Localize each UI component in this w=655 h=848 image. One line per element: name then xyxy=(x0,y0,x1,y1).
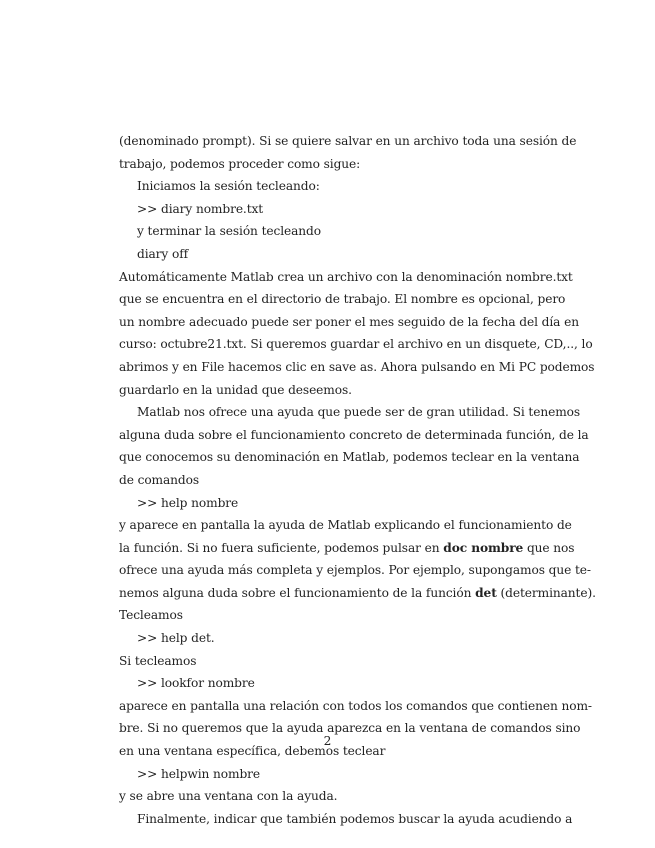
text-line: guardarlo en la unidad que deseemos. xyxy=(119,382,352,397)
text-line: un nombre adecuado puede ser poner el mes seguido de la fecha del día en xyxy=(119,314,579,329)
text-line: y aparece en pantalla la ayuda de Matlab explicando el funcionamiento de xyxy=(119,518,572,533)
text-line: que se encuentra en el directorio de trabajo. El nombre es opcional, pero xyxy=(119,292,566,307)
text-line: alguna duda sobre el funcionamiento concreto de determinada función, de la xyxy=(119,427,589,442)
text-line: abrimos y en File hacemos clic en save as. Ahora pulsando en Mi PC podemos xyxy=(119,359,595,374)
code-line: diary off xyxy=(137,246,189,261)
code-line: >> help det. xyxy=(137,631,215,646)
text-span: (determinante). xyxy=(500,585,596,600)
text-line: curso: octubre21.txt. Si queremos guardar el archivo en un disquete, CD,.., lo xyxy=(119,337,593,352)
code-line: >> lookfor nombre xyxy=(137,676,255,691)
text-line: y terminar la sesión tecleando xyxy=(137,224,321,239)
text-line xyxy=(119,537,575,560)
text-line: Tecleamos xyxy=(119,608,183,623)
bold-term: det xyxy=(475,585,497,600)
text-line: y se abre una ventana con la ayuda. xyxy=(119,789,338,804)
text-line: Finalmente, indicar que también podemos buscar la ayuda acudiendo a xyxy=(137,811,573,826)
text-line: en una ventana específica, debemos teclear xyxy=(119,744,386,759)
text-span: la función. Si no fuera suficiente, podemos pulsar en xyxy=(119,540,440,555)
text-line: Automáticamente Matlab crea un archivo con la denominación nombre.txt xyxy=(119,269,573,284)
text-line: de comandos xyxy=(119,472,200,487)
text-line: bre. Si no queremos que la ayuda aparezca en la ventana de comandos sino xyxy=(119,721,581,736)
text-line: aparece en pantalla una relación con todos los comandos que contienen nom- xyxy=(119,698,592,713)
text-line: Iniciamos la sesión tecleando: xyxy=(137,179,320,194)
bold-term: doc nombre xyxy=(443,540,524,555)
text-span: que nos xyxy=(526,540,575,555)
code-line: >> help nombre xyxy=(137,495,239,510)
text-span: nemos alguna duda sobre el funcionamiento de la función xyxy=(119,585,472,600)
document-body xyxy=(119,130,596,830)
code-line: >> helpwin nombre xyxy=(137,766,260,781)
text-line: ofrece una ayuda más completa y ejemplos. Por ejemplo, supongamos que te- xyxy=(119,563,591,578)
text-line: Si tecleamos xyxy=(119,653,197,668)
text-line: que conocemos su denominación en Matlab, podemos teclear en la ventana xyxy=(119,450,580,465)
page-number: 2 xyxy=(323,734,332,748)
text-line: Matlab nos ofrece una ayuda que puede ser de gran utilidad. Si tenemos xyxy=(137,405,581,420)
text-line xyxy=(119,582,596,605)
text-line: (denominado prompt). Si se quiere salvar en un archivo toda una sesión de xyxy=(119,134,577,148)
code-line: >> diary nombre.txt xyxy=(137,201,264,216)
text-line: trabajo, podemos proceder como sigue: xyxy=(119,156,361,171)
